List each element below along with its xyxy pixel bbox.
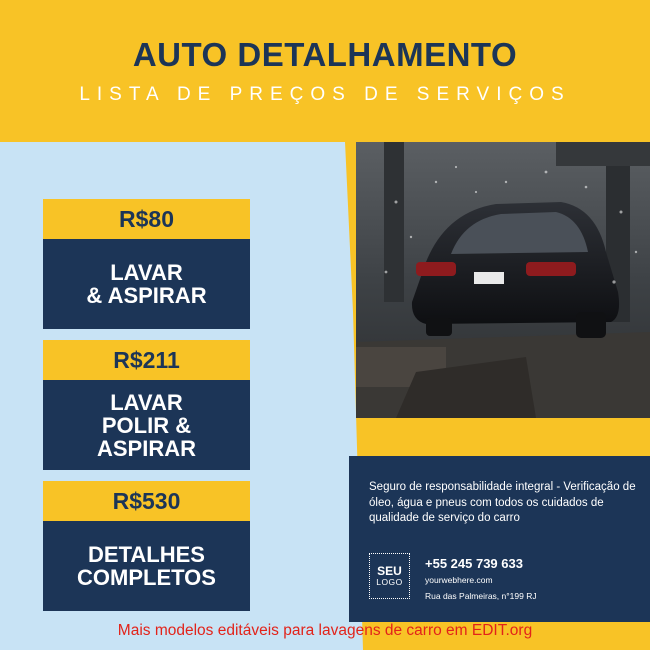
service-box-3 (43, 521, 250, 611)
price-tag-1: R$80 (43, 199, 250, 239)
footer-text[interactable]: Mais modelos editáveis para lavagens de carro em EDIT.org (117, 622, 533, 639)
service-box-1 (43, 239, 250, 329)
phone-number: +55 245 739 633 (425, 556, 523, 571)
website[interactable]: yourwebhere.com (425, 575, 493, 585)
service-name-3: DETALHES COMPLETOS (77, 542, 216, 590)
car-wash-photo (356, 142, 650, 418)
page-subtitle: LISTA DE PREÇOS DE SERVIÇOS (79, 84, 571, 105)
logo-line-2: LOGO (376, 577, 403, 587)
page-title: AUTO DETALHAMENTO (132, 36, 518, 73)
service-box-2 (43, 380, 250, 470)
price-tag-2: R$211 (43, 340, 250, 380)
car-wash-illustration (356, 142, 650, 418)
service-name-2: LAVAR POLIR & ASPIRAR (96, 389, 196, 461)
price-tag-3: R$530 (43, 481, 250, 521)
logo-placeholder (369, 553, 410, 599)
service-name-1: LAVAR & ASPIRAR (86, 260, 207, 308)
logo-line-1: SEU (377, 564, 402, 578)
info-box (349, 456, 650, 622)
address: Rua das Palmeiras, n°199 RJ (425, 591, 537, 601)
info-description: Seguro de responsabilidade integral - Verificação de óleo, água e pneus com todos os cuidados de qualidade de serviço do carro (369, 481, 636, 524)
